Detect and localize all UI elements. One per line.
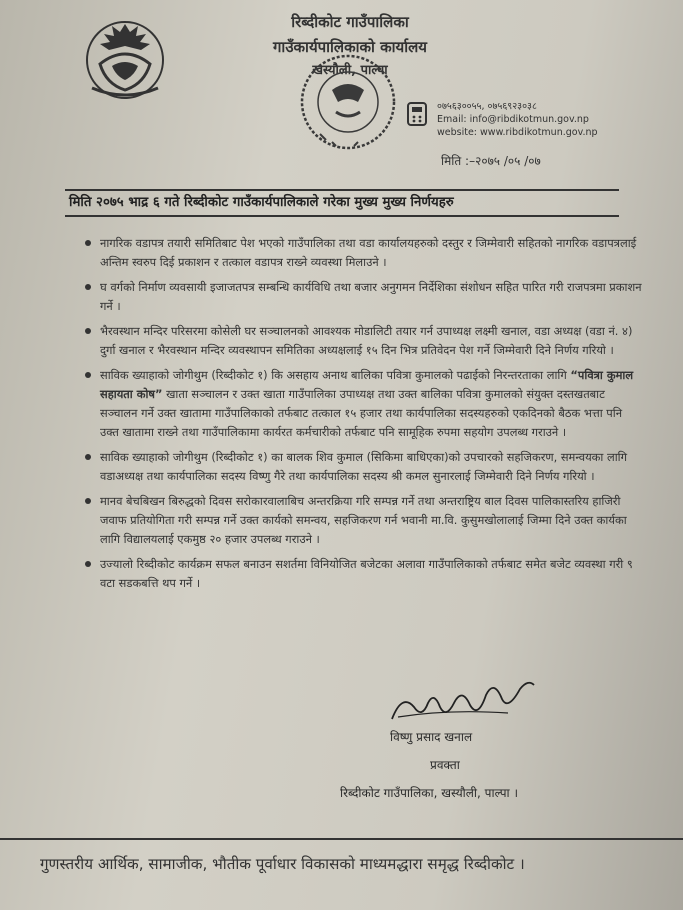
decision-text: साविक ख्याहाको जोगीथुम (रिब्दीकोट १) कि असहाय अनाथ बालिका पवित्रा कुमालको पढाईको निरन्तरताका लागि (100, 368, 571, 382)
decision-text: उज्यालो रिब्दीकोट कार्यक्रम सफल बनाउन सशर्तमा विनियोजित बजेटका अलावा गाउँपालिकाको तर्फबाट समेत बजेट व्यवस्था गरी ९ वटा सडकबत्ति थप गर्ने । (100, 557, 633, 590)
footer-slogan: गुणस्तरीय आर्थिक, सामाजीक, भौतीक पूर्वाधार विकासको माध्यमद्धारा समृद्ध रिब्दीकोट । (40, 855, 525, 873)
decision-item (83, 234, 643, 272)
contact-block (406, 100, 598, 139)
decision-text: खाता सञ्चालन र उक्त खाता गाउँपालिका उपाध्यक्ष तथा उक्त बालिका पवित्रा कुमालको संयुक्त दस्तखतबाट सञ्चालन गर्ने उक्त खातामा गाउँपालिकाको तर्फबाट तत्काल १५ हजार तथा कार्यपालिका सदस्यहरुको एकदिनको बैठक भत्ता पनि उक्त खातामा राख्ने तथा गाउँपालिकामा कार्यरत कर्मचारीको तर्फबाट पनि सामूहिक रुपमा सहयोग उपलब्ध गराउने । (100, 387, 623, 439)
footer-divider (0, 838, 683, 840)
office-name: गाउँकार्यपालिकाको कार्यालय (272, 38, 427, 56)
document-title: मिति २०७५ भाद्र ६ गते रिब्दीकोट गाउँकार्यपालिकाले गरेका मुख्य मुख्य निर्णयहरु (65, 189, 619, 217)
fund-name: “पवित्रा कुमाल सहायता कोष” (100, 368, 634, 401)
decision-item (83, 278, 643, 316)
decision-text: मानव बेचबिखन बिरुद्धको दिवस सरोकारवालाबिच अन्तरक्रिया गरि सम्पन्न गर्ने तथा अन्तराष्ट्रिय बाल दिवस पालिकास्तरिय हाजिरी जवाफ प्रतियोगिता गरी सम्पन्न गर्ने उक्त कार्यको समन्वय, सहजिकरण गर्न भवानी मा.वि. कुसुमखोलालाई जिम्मा दिने उक्त कार्यका लागि विद्यालयलाई एकमुष्ठ २० हजार उपलब्ध गराउने । (100, 494, 627, 546)
decisions-list (83, 234, 643, 599)
decision-item (83, 555, 643, 593)
decision-text: नागरिक वडापत्र तयारी समितिबाट पेश भएको गाउँपालिका तथा वडा कार्यालयहरुको दस्तुर र जिम्मेवारी सहितको नागरिक वडापत्रलाई अन्तिम स्वरुप दिई प्रकाशन र तत्काल वडापत्र राख्ने व्यवस्था मिलाउने । (100, 236, 637, 269)
signatory-organization: रिब्दीकोट गाउँपालिका, खस्यौली, पाल्पा । (340, 786, 519, 800)
municipality-name: रिब्दीकोट गाउँपालिका (291, 13, 409, 31)
decision-text: भैरवस्थान मन्दिर परिसरमा कोसेली घर सञ्चालनको आवश्यक मोडालिटी तयार गर्न उपाध्यक्ष लक्ष्मी खनाल, वडा अध्यक्ष (वडा नं. ४) दुर्गा खनाल र भैरवस्थान मन्दिर व्यवस्थापन समितिका अध्यक्षलाई १५ दिन भित्र प्रतिवेदन पेश गर्ने जिम्मेवारी दिने निर्णय गरियो । (100, 324, 633, 357)
bullet-icon (85, 284, 91, 290)
signature-icon (388, 673, 538, 731)
bullet-icon (85, 240, 91, 246)
decision-item (83, 322, 643, 360)
telephone-icon (406, 100, 428, 128)
decision-text: घ वर्गको निर्माण व्यवसायी इजाजतपत्र सम्बन्धि कार्यविधि तथा बजार अनुगमन निर्देशिका संशोधन सहित पारित गरी राजपत्रमा प्रकाशन गर्ने । (100, 280, 642, 313)
email-address: Email: info@ribdikotmun.gov.np (437, 114, 589, 125)
decision-item (83, 448, 643, 486)
decision-text: साविक ख्याहाको जोगीथुम (रिब्दीकोट १) का बालक शिव कुमाल (सिकिमा बाधिएका)को उपचारको सहजिकरण, समन्वयका लागि वडाअध्यक्ष तथा कार्यपालिका सदस्य विष्णु गैरे तथा कार्यपालिका सदस्य श्री कमल सुनारलाई जिम्मेवारी दिने निर्णय गरियो । (100, 450, 628, 483)
website-address: website: www.ribdikotmun.gov.np (437, 127, 598, 138)
office-address: खस्यौली, पाल्पा (312, 63, 388, 78)
letter-date: मिति :–२०७५ /०५ /०७ (441, 154, 541, 168)
decision-item (83, 492, 643, 549)
bullet-icon (85, 328, 91, 334)
bullet-icon (85, 372, 91, 378)
phone-numbers: ०७५६३००५५, ०७५६९२३०३८ (437, 101, 537, 112)
decision-item (83, 366, 643, 442)
office-stamp-icon (296, 50, 400, 154)
bullet-icon (85, 561, 91, 567)
signatory-name: विष्णु प्रसाद खनाल (390, 730, 473, 744)
bullet-icon (85, 454, 91, 460)
bullet-icon (85, 498, 91, 504)
nepal-emblem-icon (78, 10, 172, 104)
signatory-role: प्रवक्ता (430, 758, 460, 772)
